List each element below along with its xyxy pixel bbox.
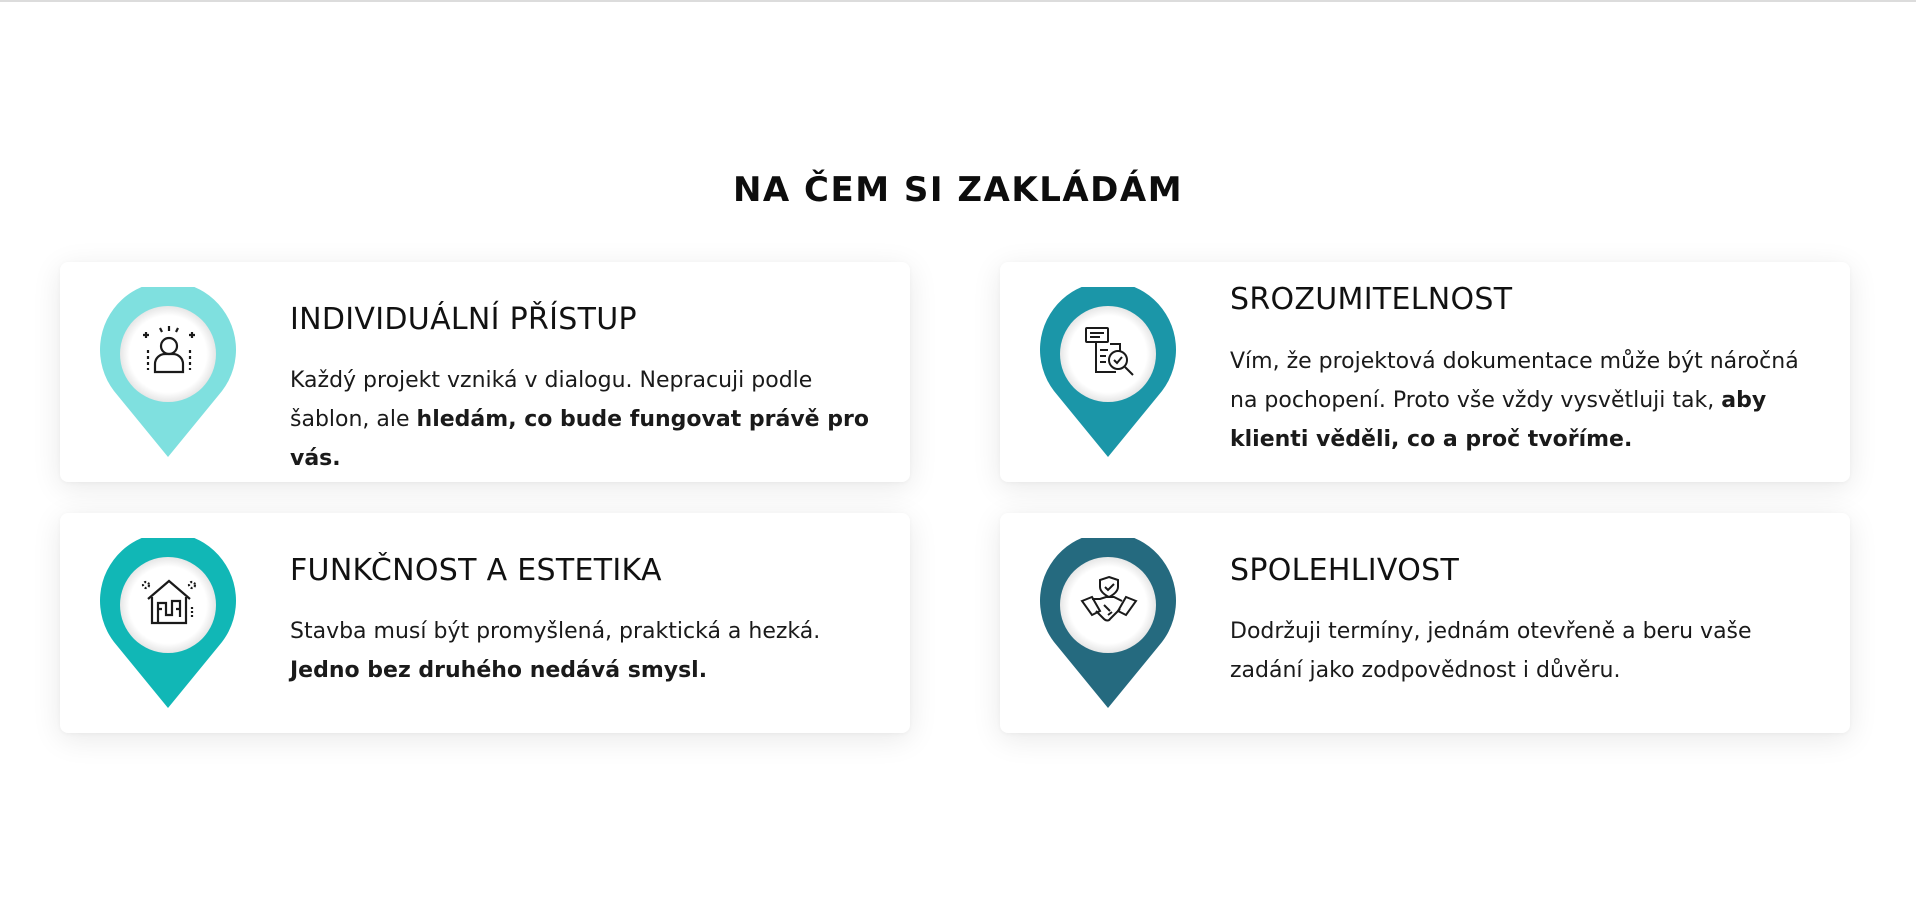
card-reliability [1000, 513, 1850, 733]
card-title: INDIVIDUÁLNÍ PŘÍSTUP [290, 302, 637, 337]
card-description [1230, 612, 1830, 690]
card-text-plain: Vím, že projektová dokumentace může být náročná na pochopení. Proto vše vždy vysvětluji tak, [1230, 349, 1799, 413]
card-text-bold: aby klienti věděli, co a proč tvoříme. [1230, 388, 1767, 452]
document-search-icon [1078, 320, 1140, 382]
card-text-plain: Dodržuji termíny, jednám otevřeně a beru vaše zadání jako zodpovědnost i důvěru. [1230, 619, 1752, 683]
card-text-bold: hledám, co bude fungovat právě pro vás. [290, 407, 869, 471]
card-text-bold: Jedno bez druhého nedává smysl. [290, 658, 708, 683]
card-description [290, 612, 890, 690]
person-icon [138, 320, 200, 382]
house-plan-icon [138, 571, 200, 633]
card-text-plain: Každý projekt vzniká v dialogu. Nepracuji podle šablon, ale [290, 368, 813, 432]
card-individual-approach [60, 262, 910, 482]
section-title: NA ČEM SI ZAKLÁDÁM [732, 170, 1184, 210]
top-divider [0, 0, 1916, 2]
card-description [290, 361, 890, 478]
card-title: SROZUMITELNOST [1230, 282, 1513, 317]
map-pin-badge [100, 287, 236, 457]
map-pin-badge [1040, 538, 1176, 708]
card-function-aesthetics [60, 513, 910, 733]
map-pin-badge [100, 538, 236, 708]
card-text-plain: Stavba musí být promyšlená, praktická a hezká. [290, 619, 821, 644]
card-clarity [1000, 262, 1850, 482]
card-title: SPOLEHLIVOST [1230, 553, 1460, 588]
handshake-icon [1078, 571, 1140, 633]
card-title: FUNKČNOST A ESTETIKA [290, 553, 662, 588]
card-description [1230, 342, 1830, 459]
map-pin-badge [1040, 287, 1176, 457]
